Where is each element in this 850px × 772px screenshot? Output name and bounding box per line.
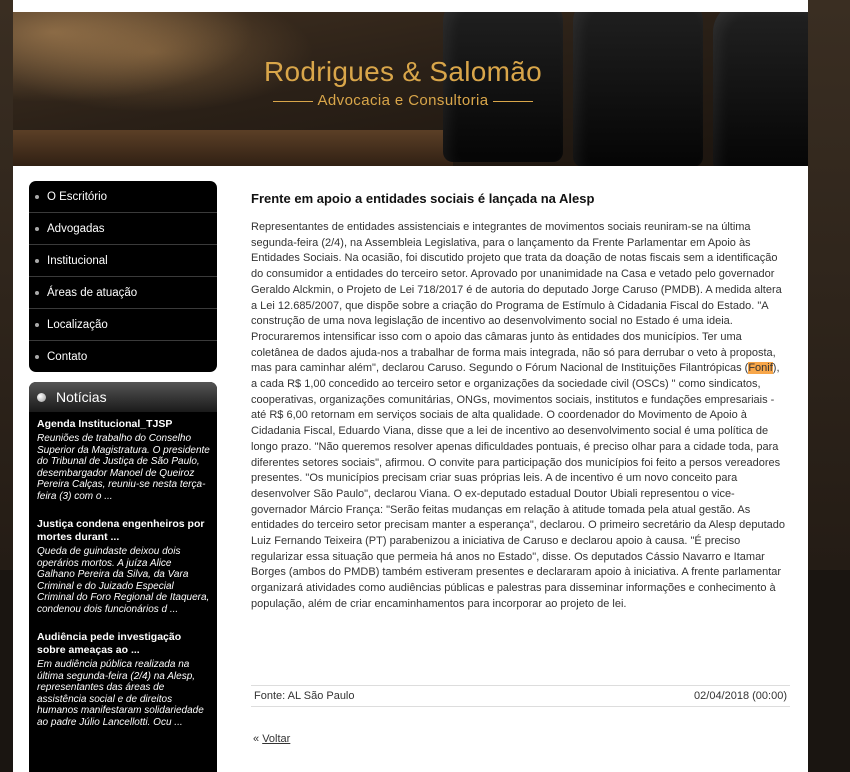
article-body bbox=[251, 220, 787, 613]
bullet-icon bbox=[35, 195, 39, 199]
nav-item-label: Advogadas bbox=[47, 222, 105, 235]
nav-item-contato[interactable] bbox=[29, 341, 217, 372]
back-link[interactable]: Voltar bbox=[262, 733, 291, 745]
article-source-bar bbox=[251, 685, 790, 707]
news-panel bbox=[29, 382, 217, 772]
back-link-container bbox=[253, 733, 290, 745]
search-highlight: Fonif bbox=[748, 362, 773, 375]
news-item-text: Reuniões de trabalho do Conselho Superior da Magistratura. O presidente do Tribunal de Justiça de São Paulo, desembargador Manoel de Queiroz Pereira Calças, reuniu-se nesta terça-feira (3) com o ... bbox=[37, 433, 210, 502]
news-item-title[interactable]: Agenda Institucional_TJSP bbox=[37, 418, 173, 430]
article-date: 02/04/2018 (00:00) bbox=[694, 690, 787, 702]
bullet-icon bbox=[35, 323, 39, 327]
header-photo-table bbox=[13, 130, 453, 166]
sidebar-nav bbox=[29, 181, 217, 372]
bullet-icon bbox=[35, 259, 39, 263]
nav-item-localizacao[interactable] bbox=[29, 309, 217, 341]
brand-subtitle: Advocacia e Consultoria bbox=[213, 92, 593, 109]
brand-name: Rodrigues & Salomão bbox=[263, 56, 543, 87]
article-text: Representantes de entidades assistenciais e integrantes de movimentos sociais reuniram-se na última segunda-feira (2/4), na Assembleia Legislativa, para o lançamento da Frente Parlamentar em Apoio às Entidades Sociais. Na ocasião, foi discutido projeto que trata da doação de notas fiscais sem a identificação do consumidor a entidades do terceiro setor. Aprovado por unanimidade na Casa e vetado pelo governador Geraldo Alckmin, o Projeto de Lei 718/2017 é de autoria do deputado Jorge Caruso (PMDB). A medida altera a Lei 12.685/2007, que dispõe sobre a criação do Programa de Estímulo à Cidadania Fiscal do Estado. "A construção de uma nova legislação de incentivo ao desenvolvimento social no Estado é uma ideia. Procuraremos intensificar isso com o apoio das câmaras junto às entidades dos municípios. Ter uma coletânea de dados ajuda-nos a trabalhar de forma mais integrada, não só para derrubar o veto à proposta, mas para caminhar além", declarou Caruso. Segundo o Fórum Nacional de Instituições Filantrópicas ( bbox=[251, 221, 782, 375]
bullet-icon bbox=[35, 227, 39, 231]
news-item[interactable] bbox=[29, 512, 217, 625]
news-item-title[interactable]: Justiça condena engenheiros por mortes durant ... bbox=[37, 518, 205, 543]
brand-logo[interactable] bbox=[213, 56, 593, 109]
news-item[interactable] bbox=[29, 625, 217, 738]
nav-item-escritorio[interactable] bbox=[29, 181, 217, 213]
back-arrow-icon: « bbox=[253, 733, 260, 745]
article-source: Fonte: AL São Paulo bbox=[254, 690, 355, 702]
news-item-title[interactable]: Audiência pede investigação sobre ameaças ao ... bbox=[37, 631, 182, 656]
bullet-icon bbox=[35, 355, 39, 359]
nav-item-label: Institucional bbox=[47, 254, 108, 267]
nav-item-label: O Escritório bbox=[47, 190, 108, 203]
page-container bbox=[13, 0, 808, 772]
nav-item-advogadas[interactable] bbox=[29, 213, 217, 245]
nav-item-label: Localização bbox=[47, 318, 108, 331]
nav-item-label: Áreas de atuação bbox=[47, 286, 138, 299]
header-photo-chair bbox=[713, 12, 808, 166]
nav-item-label: Contato bbox=[47, 350, 88, 363]
article-text: ), a cada R$ 1,00 concedido ao terceiro setor e organizações da sociedade civil (OSCs) " como sindicatos, cooperativas, organizações comunitárias, ONGs, movimentos sociais, institutos e fundações empresariais - até R$ 6,00 retornam em serviços sociais de alta qualidade. O coordenador do Movimento de Apoio à Cidadania Fiscal, Eduardo Viana, disse que a lei de incentivo ao desenvolvimento social é uma política de longo prazo. "Não queremos resolver apenas dificuldades pontuais, é preciso olhar para a cidade toda, para diferentes setores sociais", afirmou. O convite para participação dos municípios foi feito a persos vereadores presentes. "Os municípios precisam criar suas próprias leis. A de incentivo é um novo conceito para desenvolver São Paulo", declarou Viana. O ex-deputado estadual Doutor Ubiali representou o vice-governador Márcio França: "Serão feitas mudanças em relação à atitude tomada pela atual gestão. As entidades do terceiro setor precisam manter a esperança", declarou. O primeiro secretário da Alesp deputado Luiz Fernando Teixeira (PT) parabenizou a iniciativa de Caruso e declarou apoio à causa. "É preciso regularizar essa situação que permeia há anos no Estado", disse. Os deputados Cássio Navarro e Itamar Borges (ambos do PMDB) também estiveram presentes e declararam apoio à iniciativa. A frente parlamentar organizará atividades como audiências públicas e palestras para disseminar informações e conhecimento à população, além de criar encaminhamentos para incorporar ao projeto de lei. bbox=[251, 362, 786, 610]
news-item[interactable] bbox=[29, 412, 217, 512]
news-item-text: Queda de guindaste deixou dois operários mortos. A juíza Alice Galhano Pereira da Silva, da Vara Criminal e do Juizado Especial Criminal do Foro Regional de Itaquera, condenou dois funcionários d ... bbox=[37, 546, 210, 615]
news-heading bbox=[29, 382, 217, 412]
top-bar bbox=[13, 0, 808, 12]
nav-item-areas-de-atuacao[interactable] bbox=[29, 277, 217, 309]
news-bullet-icon bbox=[37, 393, 46, 402]
news-item-text: Em audiência pública realizada na última segunda-feira (2/4) na Alesp, representantes das áreas de assistência social e de direitos humanos manifestaram solidariedade ao padre Júlio Lancellotti. Ocu ... bbox=[37, 659, 204, 728]
news-heading-label: Notícias bbox=[56, 389, 107, 405]
article-title: Frente em apoio a entidades sociais é lançada na Alesp bbox=[251, 191, 595, 206]
bullet-icon bbox=[35, 291, 39, 295]
nav-item-institucional[interactable] bbox=[29, 245, 217, 277]
site-header bbox=[13, 12, 808, 166]
